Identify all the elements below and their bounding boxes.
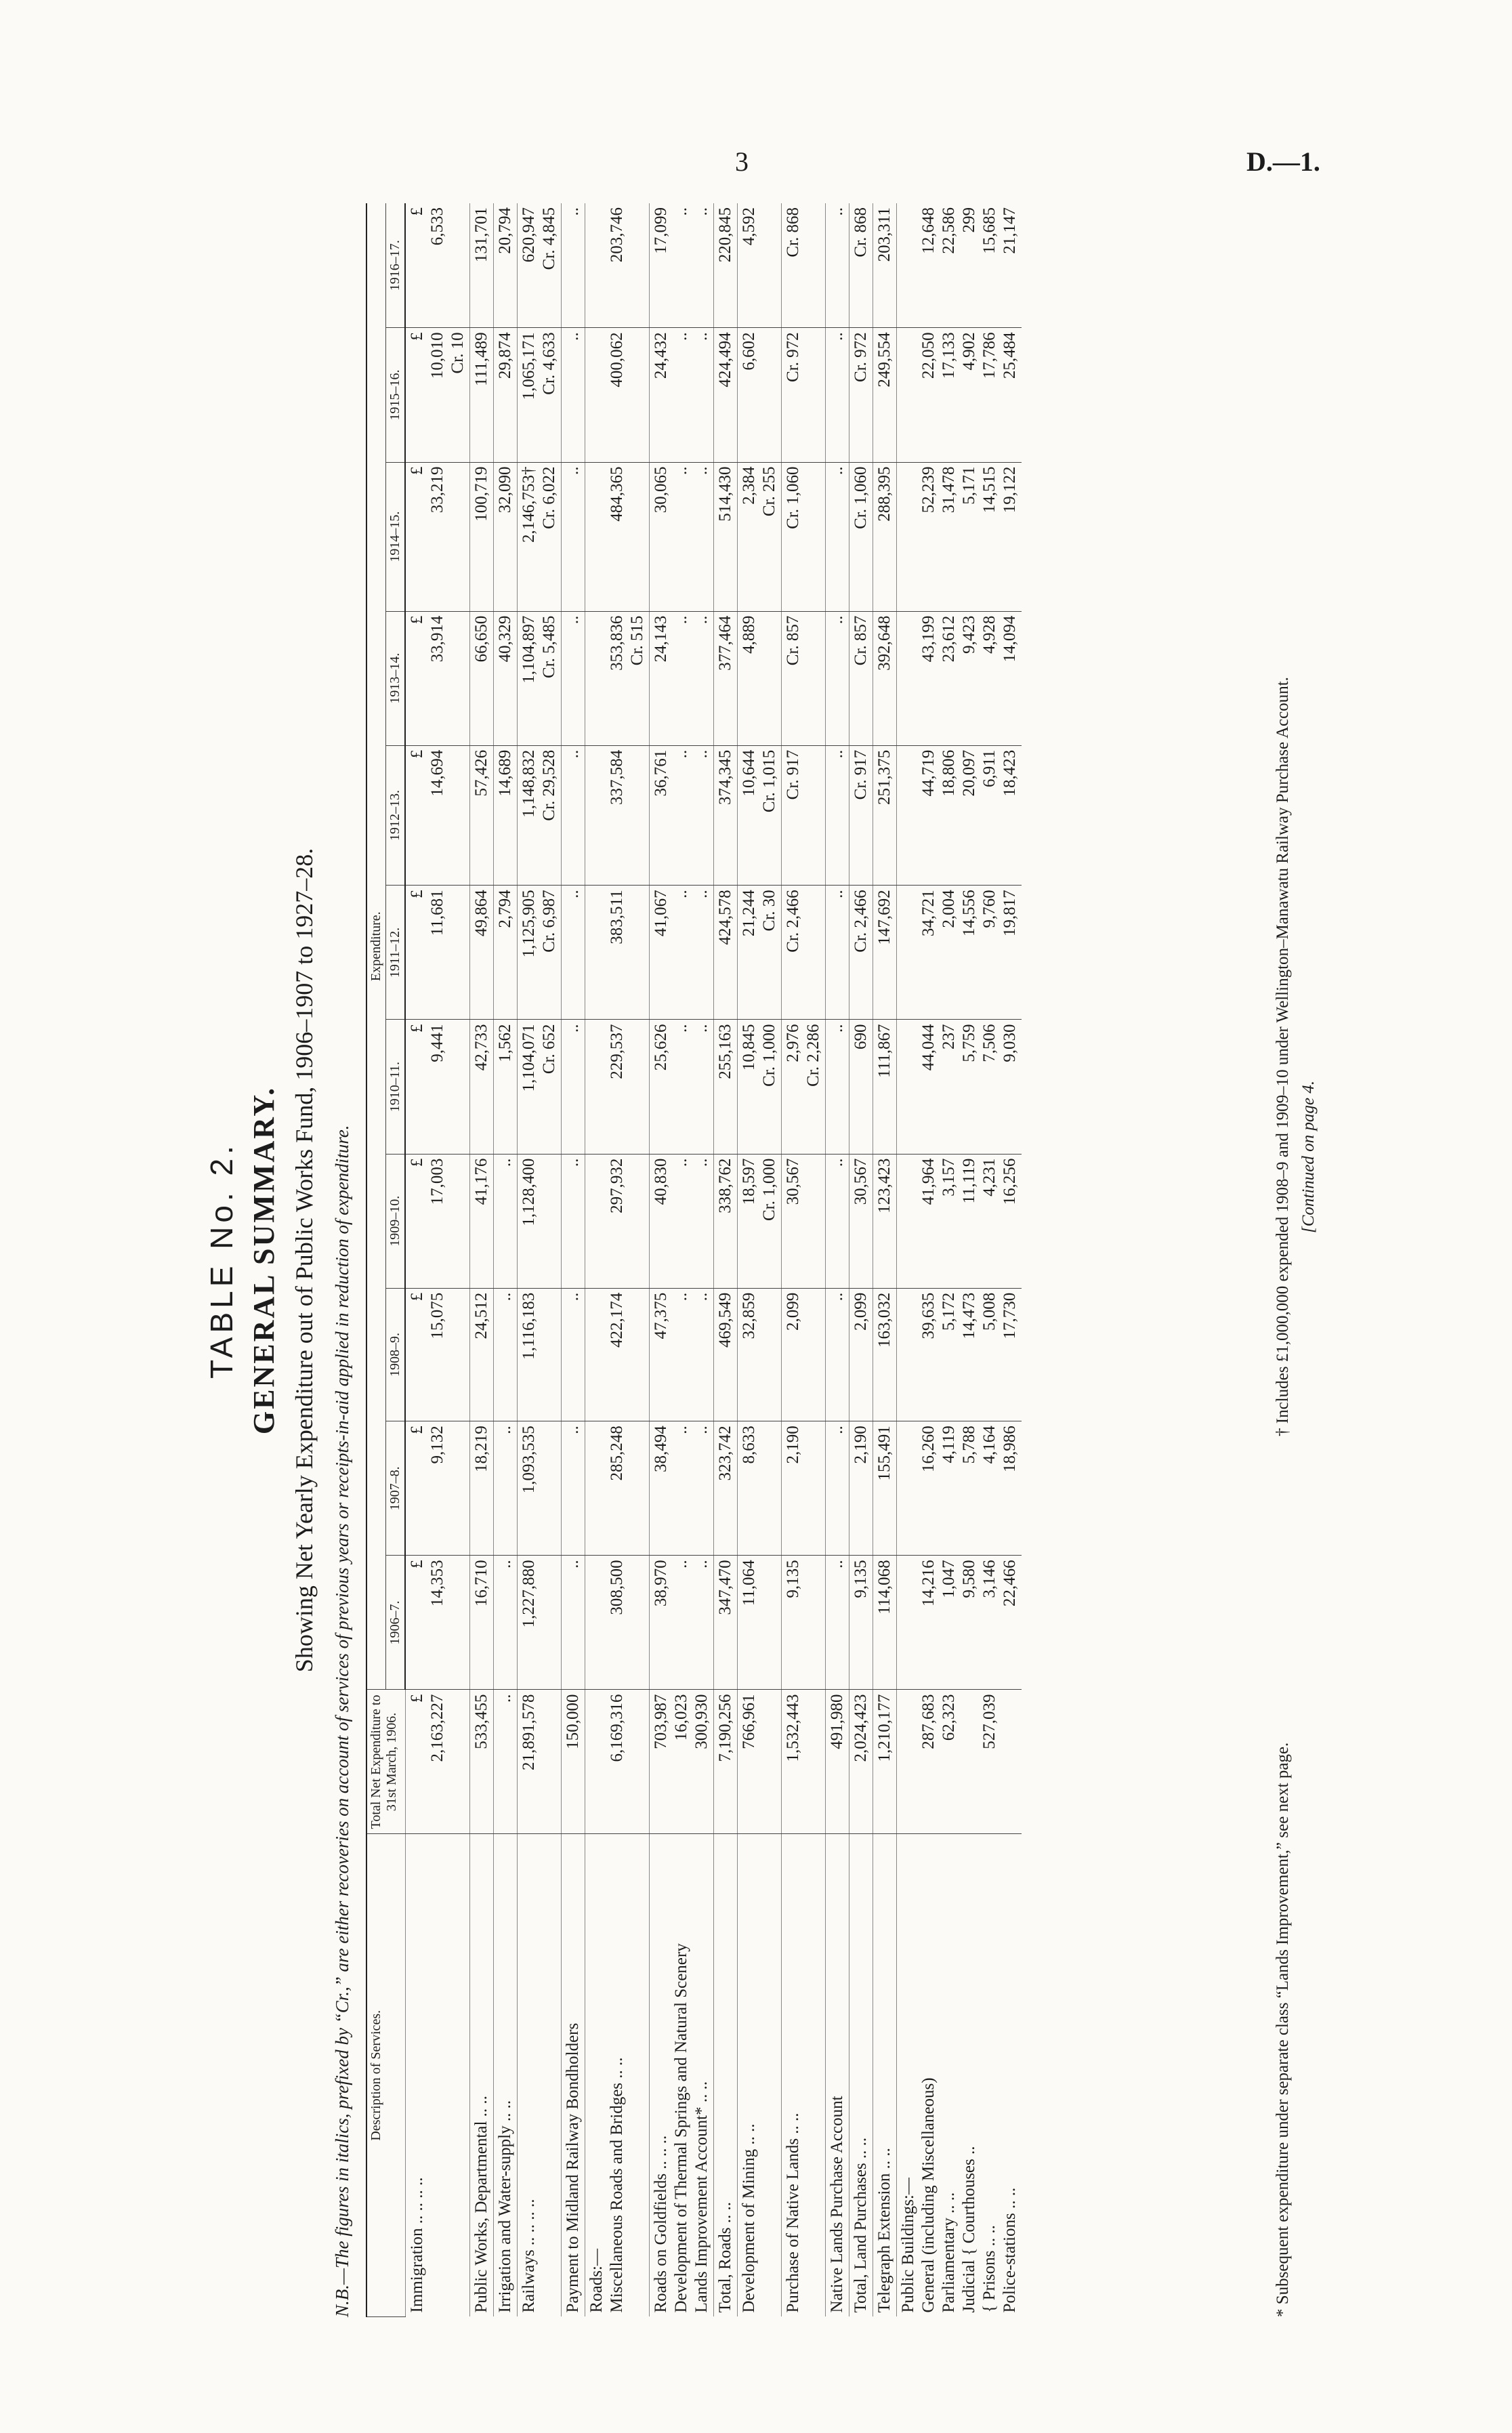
row-year-value: 353,836 Cr. 515 — [585, 611, 650, 745]
row-year-value: 18,597 Cr. 1,000 — [738, 1154, 782, 1288]
row-year-value: Cr. 917 — [849, 745, 873, 886]
table-row — [405, 203, 470, 2317]
row-year-value: .. — [562, 745, 585, 886]
table-row — [470, 203, 494, 2317]
row-year-value: .. — [562, 1020, 585, 1154]
row-year-value: 16,710 — [470, 1556, 494, 1690]
row-year-value: 347,470 — [714, 1556, 738, 1690]
row-year-value: 1,093,535 — [518, 1421, 562, 1556]
row-year-value: 131,701 — [470, 203, 494, 328]
table-row — [738, 203, 782, 2317]
row-year-value: .. — [826, 611, 849, 745]
row-year-value: 6,602 — [738, 328, 782, 462]
row-year-value: 2,384 Cr. 255 — [738, 462, 782, 611]
row-year-value: 249,554 — [873, 328, 897, 462]
row-year-value: 123,423 — [873, 1154, 897, 1288]
row-description: Purchase of Native Lands .. .. — [782, 1834, 826, 2317]
row-year-value: .. — [826, 328, 849, 462]
row-year-value: 18,219 — [470, 1421, 494, 1556]
row-year-value: £ 14,694 — [405, 745, 470, 886]
row-year-value: £ 9,132 — [405, 1421, 470, 1556]
row-year-value: Cr. 1,060 — [849, 462, 873, 611]
row-year-value: 285,248 — [585, 1421, 650, 1556]
table-subtitle: Showing Net Yearly Expenditure out of Public Works Fund, 1906–1907 to 1927–28. — [291, 848, 318, 1673]
year-header: 1909–10. — [386, 1154, 406, 1288]
row-year-value: 323,742 — [714, 1421, 738, 1556]
row-year-value: 12,648 22,586 299 15,685 21,147 — [897, 203, 1022, 328]
row-description: Payment to Midland Railway Bondholders — [562, 1834, 585, 2317]
row-total-to-1906: 6,169,316 — [585, 1690, 650, 1834]
row-year-value: 203,746 — [585, 203, 650, 328]
row-year-value: 392,648 — [873, 611, 897, 745]
row-year-value: 36,761 .. .. — [650, 745, 714, 886]
row-year-value: Cr. 868 — [849, 203, 873, 328]
row-year-value: £ 33,914 — [405, 611, 470, 745]
row-year-value: 469,549 — [714, 1288, 738, 1421]
row-total-to-1906: 287,683 62,323 527,039 — [897, 1690, 1022, 1834]
row-year-value: 114,068 — [873, 1556, 897, 1690]
year-header: 1912–13. — [386, 745, 406, 886]
row-description: Total, Roads .. .. — [714, 1834, 738, 2317]
row-year-value: 29,874 — [494, 328, 518, 462]
row-year-value: 41,067 .. .. — [650, 886, 714, 1020]
row-year-value: £ 14,353 — [405, 1556, 470, 1690]
row-year-value: 24,512 — [470, 1288, 494, 1421]
row-year-value: Cr. 1,060 — [782, 462, 826, 611]
row-year-value: .. — [826, 1556, 849, 1690]
row-description: Telegraph Extension .. .. — [873, 1834, 897, 2317]
row-year-value: 10,644 Cr. 1,015 — [738, 745, 782, 886]
table-row — [849, 203, 873, 2317]
row-year-value: 40,329 — [494, 611, 518, 745]
row-year-value: Cr. 2,466 — [782, 886, 826, 1020]
row-year-value: 24,432 .. .. — [650, 328, 714, 462]
row-year-value: 338,762 — [714, 1154, 738, 1288]
row-year-value: £ 9,441 — [405, 1020, 470, 1154]
table-row — [714, 203, 738, 2317]
year-header: 1910–11. — [386, 1020, 406, 1154]
row-year-value: .. — [826, 1421, 849, 1556]
row-year-value: £ 33,219 — [405, 462, 470, 611]
row-year-value: 2,190 — [849, 1421, 873, 1556]
row-year-value: 44,719 18,806 20,097 6,911 18,423 — [897, 745, 1022, 886]
table-number: TABLE No. 2. — [204, 1142, 239, 1379]
column-header-expenditure: Expenditure. — [366, 203, 386, 1690]
row-year-value: 22,050 17,133 4,902 17,786 25,484 — [897, 328, 1022, 462]
row-year-value: 14,216 1,047 9,580 3,146 22,466 — [897, 1556, 1022, 1690]
row-year-value: 1,148,832 Cr. 29,528 — [518, 745, 562, 886]
row-year-value: .. — [826, 745, 849, 886]
row-year-value: 9,135 — [849, 1556, 873, 1690]
row-year-value: 47,375 .. .. — [650, 1288, 714, 1421]
table-title: GENERAL SUMMARY. — [247, 1085, 280, 1435]
row-year-value: 1,116,183 — [518, 1288, 562, 1421]
row-year-value: 52,239 31,478 5,171 14,515 19,122 — [897, 462, 1022, 611]
row-year-value: 32,859 — [738, 1288, 782, 1421]
page-number: 3 — [735, 146, 749, 177]
row-year-value: .. — [562, 1556, 585, 1690]
row-year-value: 2,190 — [782, 1421, 826, 1556]
row-year-value: 20,794 — [494, 203, 518, 328]
row-year-value: 14,689 — [494, 745, 518, 886]
row-total-to-1906: 703,987 16,023 300,930 — [650, 1690, 714, 1834]
row-description: Public Works, Departmental .. .. — [470, 1834, 494, 2317]
table-row — [494, 203, 518, 2317]
row-year-value: 41,964 3,157 11,119 4,231 16,256 — [897, 1154, 1022, 1288]
row-year-value: .. — [562, 203, 585, 328]
document-reference: D.—1. — [1246, 146, 1320, 177]
row-description: Development of Mining .. .. — [738, 1834, 782, 2317]
row-year-value: .. — [494, 1556, 518, 1690]
row-year-value: 255,163 — [714, 1020, 738, 1154]
row-total-to-1906: 150,000 — [562, 1690, 585, 1834]
year-header: 1906–7. — [386, 1556, 406, 1690]
row-year-value: 1,227,880 — [518, 1556, 562, 1690]
row-year-value: 41,176 — [470, 1154, 494, 1288]
row-year-value: 39,635 5,172 14,473 5,008 17,730 — [897, 1288, 1022, 1421]
row-description: Immigration .. .. .. .. — [405, 1834, 470, 2317]
row-total-to-1906: 21,891,578 — [518, 1690, 562, 1834]
row-total-to-1906: £ 2,163,227 — [405, 1690, 470, 1834]
row-year-value: .. — [562, 1288, 585, 1421]
row-year-value: 4,889 — [738, 611, 782, 745]
row-year-value: 220,845 — [714, 203, 738, 328]
row-year-value: 377,464 — [714, 611, 738, 745]
year-header: 1916–17. — [386, 203, 406, 328]
row-year-value: 111,489 — [470, 328, 494, 462]
table-row — [897, 203, 1022, 2317]
table-body — [405, 203, 1022, 2317]
row-year-value: £ 6,533 — [405, 203, 470, 328]
row-year-value: .. — [494, 1421, 518, 1556]
year-header: 1911–12. — [386, 886, 406, 1020]
expenditure-table — [366, 203, 1022, 2317]
row-year-value: .. — [562, 611, 585, 745]
row-description: Public Buildings:— General (including Miscellaneous) Parliamentary .. .. Judicial { Courthouses .. { Prisons .. .. Police-stations .. .. — [897, 1834, 1022, 2317]
row-year-value: 308,500 — [585, 1556, 650, 1690]
row-year-value: 288,395 — [873, 462, 897, 611]
row-year-value: 337,584 — [585, 745, 650, 886]
row-year-value: 422,174 — [585, 1288, 650, 1421]
row-year-value: 11,064 — [738, 1556, 782, 1690]
row-year-value: £ 10,010 Cr. 10 — [405, 328, 470, 462]
row-year-value: 30,065 .. .. — [650, 462, 714, 611]
row-year-value: .. — [494, 1154, 518, 1288]
table-note: N.B.—The figures in italics, prefixed by “Cr.,” are either recoveries on account of services of previous years or receipts-in-aid applied in reduction of expenditure. — [332, 1125, 352, 2317]
row-year-value: .. — [826, 1154, 849, 1288]
table-row — [826, 203, 849, 2317]
row-year-value: 40,830 .. .. — [650, 1154, 714, 1288]
year-header: 1908–9. — [386, 1288, 406, 1421]
row-description: Total, Land Purchases .. .. — [849, 1834, 873, 2317]
row-total-to-1906: 7,190,256 — [714, 1690, 738, 1834]
row-year-value: £ 15,075 — [405, 1288, 470, 1421]
row-description: Native Lands Purchase Account — [826, 1834, 849, 2317]
row-year-value: 163,032 — [873, 1288, 897, 1421]
row-year-value: 147,692 — [873, 886, 897, 1020]
year-header: 1913–14. — [386, 611, 406, 745]
row-year-value: 30,567 — [782, 1154, 826, 1288]
row-year-value: Cr. 972 — [782, 328, 826, 462]
row-year-value: 4,592 — [738, 203, 782, 328]
row-total-to-1906: 533,455 — [470, 1690, 494, 1834]
table-row — [562, 203, 585, 2317]
row-year-value: 203,311 — [873, 203, 897, 328]
row-year-value: 38,970 .. .. — [650, 1556, 714, 1690]
row-year-value: 17,099 .. .. — [650, 203, 714, 328]
row-year-value: 21,244 Cr. 30 — [738, 886, 782, 1020]
table-row — [650, 203, 714, 2317]
row-year-value: 24,143 .. .. — [650, 611, 714, 745]
table-row — [782, 203, 826, 2317]
row-total-to-1906: 491,980 — [826, 1690, 849, 1834]
row-year-value: 383,511 — [585, 886, 650, 1020]
year-header: 1914–15. — [386, 462, 406, 611]
row-year-value: 30,567 — [849, 1154, 873, 1288]
row-year-value: .. — [826, 886, 849, 1020]
row-year-value: 25,626 .. .. — [650, 1020, 714, 1154]
row-year-value: £ 11,681 — [405, 886, 470, 1020]
row-year-value: 2,146,753† Cr. 6,022 — [518, 462, 562, 611]
row-year-value: 2,099 — [782, 1288, 826, 1421]
row-year-value: 1,128,400 — [518, 1154, 562, 1288]
row-year-value: 43,199 23,612 9,423 4,928 14,094 — [897, 611, 1022, 745]
row-year-value: .. — [826, 1020, 849, 1154]
continued-note: [Continued on page 4. — [1299, 1081, 1318, 1233]
row-year-value: 8,633 — [738, 1421, 782, 1556]
row-year-value: 251,375 — [873, 745, 897, 886]
row-year-value: .. — [562, 886, 585, 1020]
row-year-value: Cr. 857 — [782, 611, 826, 745]
row-year-value: 690 — [849, 1020, 873, 1154]
row-year-value: 1,125,905 Cr. 6,987 — [518, 886, 562, 1020]
row-year-value: 1,065,171 Cr. 4,633 — [518, 328, 562, 462]
row-year-value: 1,104,071 Cr. 652 — [518, 1020, 562, 1154]
row-year-value: £ 17,003 — [405, 1154, 470, 1288]
row-year-value: 66,650 — [470, 611, 494, 745]
row-year-value: 155,491 — [873, 1421, 897, 1556]
table-row — [518, 203, 562, 2317]
row-year-value: 49,864 — [470, 886, 494, 1020]
row-year-value: .. — [826, 462, 849, 611]
row-year-value: 57,426 — [470, 745, 494, 886]
row-year-value: 514,430 — [714, 462, 738, 611]
row-year-value: 34,721 2,004 14,556 9,760 19,817 — [897, 886, 1022, 1020]
row-year-value: 10,845 Cr. 1,000 — [738, 1020, 782, 1154]
year-header: 1907–8. — [386, 1421, 406, 1556]
footnote-star: * Subsequent expenditure under separate class “Lands Improvement,” see next page. — [1274, 1742, 1292, 2317]
row-year-value: 16,260 4,119 5,788 4,164 18,986 — [897, 1421, 1022, 1556]
row-year-value: 424,578 — [714, 886, 738, 1020]
row-description: Roads on Goldfields .. .. .. Development of Thermal Springs and Natural Scenery Lands Improvement Account* .. .. — [650, 1834, 714, 2317]
row-year-value: 2,976 Cr. 2,286 — [782, 1020, 826, 1154]
row-year-value: 2,099 — [849, 1288, 873, 1421]
row-year-value: 9,135 — [782, 1556, 826, 1690]
row-year-value: 620,947 Cr. 4,845 — [518, 203, 562, 328]
row-year-value: 42,733 — [470, 1020, 494, 1154]
row-year-value: Cr. 857 — [849, 611, 873, 745]
row-year-value: 111,867 — [873, 1020, 897, 1154]
table-row — [585, 203, 650, 2317]
row-year-value: 229,537 — [585, 1020, 650, 1154]
row-year-value: 374,345 — [714, 745, 738, 886]
column-header-total: Total Net Expenditure to 31st March, 1906. — [366, 1690, 405, 1834]
row-year-value: Cr. 972 — [849, 328, 873, 462]
row-year-value: 32,090 — [494, 462, 518, 611]
row-description: Irrigation and Water-supply .. .. — [494, 1834, 518, 2317]
year-header: 1915–16. — [386, 328, 406, 462]
row-year-value: .. — [562, 1154, 585, 1288]
row-description: Roads:— Miscellaneous Roads and Bridges .. .. — [585, 1834, 650, 2317]
row-year-value: 100,719 — [470, 462, 494, 611]
row-year-value: Cr. 868 — [782, 203, 826, 328]
row-year-value: .. — [826, 203, 849, 328]
row-year-value: 2,794 — [494, 886, 518, 1020]
row-year-value: 1,104,897 Cr. 5,485 — [518, 611, 562, 745]
row-total-to-1906: .. — [494, 1690, 518, 1834]
table-row — [873, 203, 897, 2317]
footnote-dagger: † Includes £1,000,000 expended 1908–9 and 1909–10 under Wellington–Manawatu Railway Purchase Account. — [1274, 677, 1292, 1436]
row-year-value: 38,494 .. .. — [650, 1421, 714, 1556]
row-year-value: .. — [494, 1288, 518, 1421]
column-header-description: Description of Services. — [366, 1834, 405, 2317]
row-total-to-1906: 1,210,177 — [873, 1690, 897, 1834]
row-total-to-1906: 2,024,423 — [849, 1690, 873, 1834]
row-year-value: 1,562 — [494, 1020, 518, 1154]
row-year-value: 297,932 — [585, 1154, 650, 1288]
row-year-value: Cr. 917 — [782, 745, 826, 886]
row-year-value: 400,062 — [585, 328, 650, 462]
row-year-value: 44,044 237 5,759 7,506 9,030 — [897, 1020, 1022, 1154]
row-year-value: .. — [826, 1288, 849, 1421]
row-total-to-1906: 766,961 — [738, 1690, 782, 1834]
row-year-value: 484,365 — [585, 462, 650, 611]
rotated-table-sheet — [203, 203, 1368, 2317]
row-total-to-1906: 1,532,443 — [782, 1690, 826, 1834]
row-description: Railways .. .. .. .. — [518, 1834, 562, 2317]
row-year-value: Cr. 2,466 — [849, 886, 873, 1020]
row-year-value: .. — [562, 1421, 585, 1556]
row-year-value: .. — [562, 462, 585, 611]
row-year-value: 424,494 — [714, 328, 738, 462]
row-year-value: .. — [562, 328, 585, 462]
